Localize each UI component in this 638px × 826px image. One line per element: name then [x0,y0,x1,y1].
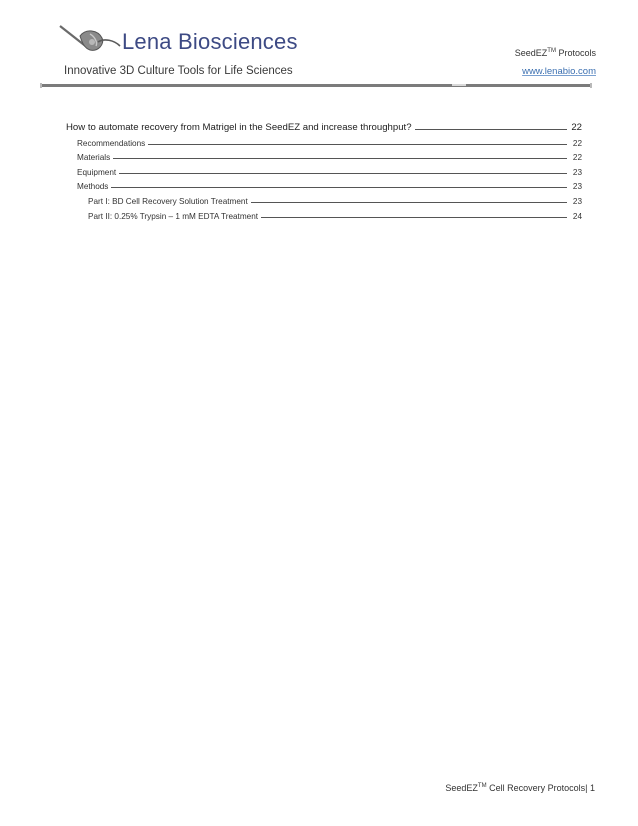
footer-separator: | [585,783,588,793]
toc-leader [119,172,567,174]
toc-subentry-page: 24 [572,211,582,221]
toc-subentry-title: Part I: BD Cell Recovery Solution Treatment [88,196,248,206]
toc-entry-recommendations[interactable] [66,133,582,148]
toc-subentry-title: Part II: 0.25% Trypsin – 1 mM EDTA Treatment [88,211,259,221]
table-of-contents [66,116,582,221]
toc-entry-title: Methods [77,182,109,192]
toc-subentry-part-2[interactable] [66,206,582,221]
page-footer [445,783,595,793]
toc-entry-methods[interactable] [66,177,582,192]
rule-right-mark [590,83,592,88]
toc-entry-title: Equipment [77,167,117,177]
toc-entry-materials[interactable] [66,148,582,163]
header-product-title [515,48,596,58]
toc-leader [111,186,567,188]
toc-leader [113,157,567,159]
toc-entry-page: 23 [572,167,582,177]
toc-entry-title: Materials [77,153,111,163]
toc-leader [415,128,567,130]
toc-entry-page: 23 [572,182,582,192]
toc-heading-page: 22 [571,122,582,133]
toc-entry-title: Recommendations [77,138,146,148]
header-product-prefix: SeedEZ [514,48,548,58]
footer-trademark: TM [477,783,487,789]
tagline: Innovative 3D Culture Tools for Life Sciences [64,65,293,77]
header-product-suffix: Protocols [555,48,596,58]
toc-subentry-part-1[interactable] [66,191,582,206]
rule-mid-mark [452,84,466,86]
toc-leader [148,143,567,145]
website-link[interactable]: www.lenabio.com [522,66,596,77]
brand-name: Lena Biosciences [122,29,298,54]
toc-leader [261,216,567,218]
toc-entry-equipment[interactable] [66,162,582,177]
rule-left-mark [40,83,42,88]
toc-entry-page: 22 [572,138,582,148]
toc-leader [251,201,567,203]
footer-prefix: SeedEZ [445,783,478,793]
toc-heading-title: How to automate recovery from Matrigel in the SeedEZ and increase throughput? [66,122,412,133]
header-trademark: TM [547,48,556,54]
lena-biosciences-logo-icon [58,22,122,58]
footer-page-number: 1 [589,783,595,793]
toc-entry-page: 22 [572,153,582,163]
toc-heading-entry[interactable] [66,116,582,133]
header-rule [40,84,592,87]
footer-text: Cell Recovery Protocols [486,783,586,793]
toc-subentry-page: 23 [572,196,582,206]
